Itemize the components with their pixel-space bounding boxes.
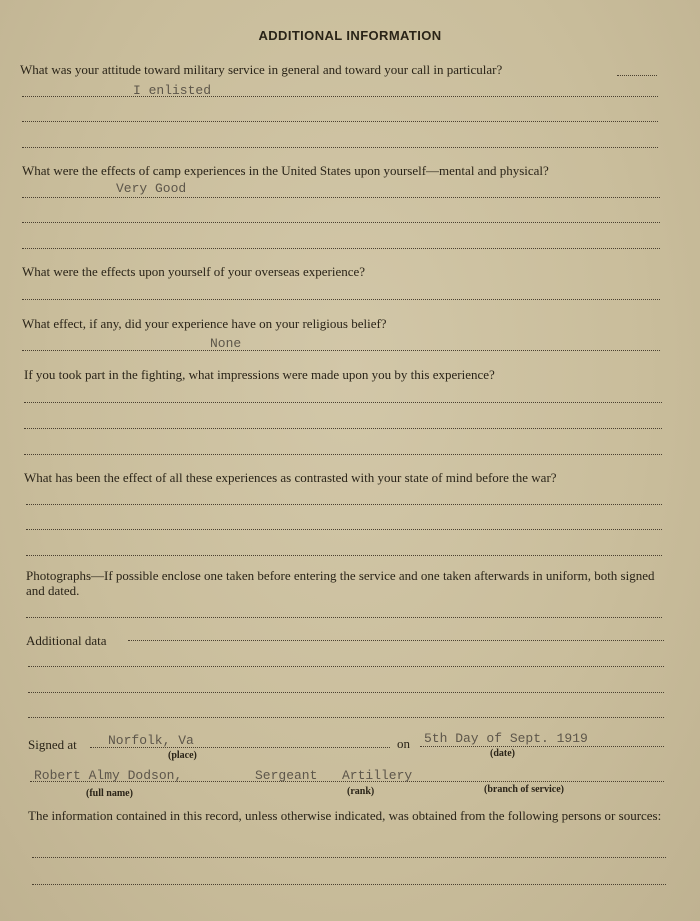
answer-line <box>22 222 660 223</box>
question-fighting: If you took part in the fighting, what impressions were made upon you by this experience? <box>24 367 495 382</box>
answer-line <box>28 666 664 667</box>
question-attitude: What was your attitude toward military service in general and toward your call in particular? <box>20 62 503 77</box>
answer-line <box>26 529 662 530</box>
answer-line <box>24 454 662 455</box>
answer-line <box>128 640 664 641</box>
answer-line <box>26 555 662 556</box>
date-caption: (date) <box>490 748 515 759</box>
answer-line <box>617 75 657 76</box>
answer-attitude: I enlisted <box>133 83 212 98</box>
signed-at-label: Signed at <box>28 737 77 752</box>
answer-camp-effects: Very Good <box>116 181 187 196</box>
form-title: ADDITIONAL INFORMATION <box>258 28 442 43</box>
question-religious-belief: What effect, if any, did your experience have on your religious belief? <box>22 316 387 331</box>
full-name-caption: (full name) <box>86 788 133 799</box>
answer-line <box>28 692 664 693</box>
question-war-effect: What has been the effect of all these experiences as contrasted with your state of mind before the war? <box>24 470 557 485</box>
answer-line <box>24 428 662 429</box>
signed-place: Norfolk, Va <box>108 733 194 748</box>
signed-date: 5th Day of Sept. 1919 <box>424 731 588 746</box>
answer-line <box>22 96 658 97</box>
place-line <box>90 747 390 748</box>
answer-line <box>22 350 660 351</box>
answer-line <box>22 147 658 148</box>
on-label: on <box>397 736 410 751</box>
question-overseas: What were the effects upon yourself of your overseas experience? <box>22 264 366 279</box>
sources-statement: The information contained in this record, unless otherwise indicated, was obtained from the following persons or sources: <box>28 808 662 823</box>
answer-line <box>32 884 666 885</box>
answer-line <box>24 402 662 403</box>
rank-caption: (rank) <box>347 786 375 797</box>
answer-line <box>26 617 662 618</box>
question-photographs: Photographs—If possible enclose one taken before entering the service and one taken afterwards in uniform, both signed and dated. <box>26 568 655 598</box>
answer-line <box>32 857 666 858</box>
full-name: Robert Almy Dodson, <box>34 768 183 783</box>
date-line <box>420 746 664 747</box>
branch-of-service: Artillery <box>342 768 413 783</box>
answer-line <box>22 299 660 300</box>
answer-line <box>22 121 658 122</box>
answer-line <box>22 197 660 198</box>
answer-religious-belief: None <box>210 336 242 351</box>
branch-caption: (branch of service) <box>484 784 564 795</box>
name-rank-line <box>30 781 664 782</box>
question-additional-data: Additional data <box>26 633 107 648</box>
answer-line <box>22 248 660 249</box>
place-caption: (place) <box>168 750 197 761</box>
question-camp-effects: What were the effects of camp experiences in the United States upon yourself—mental and physical? <box>22 163 549 178</box>
rank: Sergeant <box>255 768 318 783</box>
answer-line <box>26 504 662 505</box>
answer-line <box>28 717 664 718</box>
